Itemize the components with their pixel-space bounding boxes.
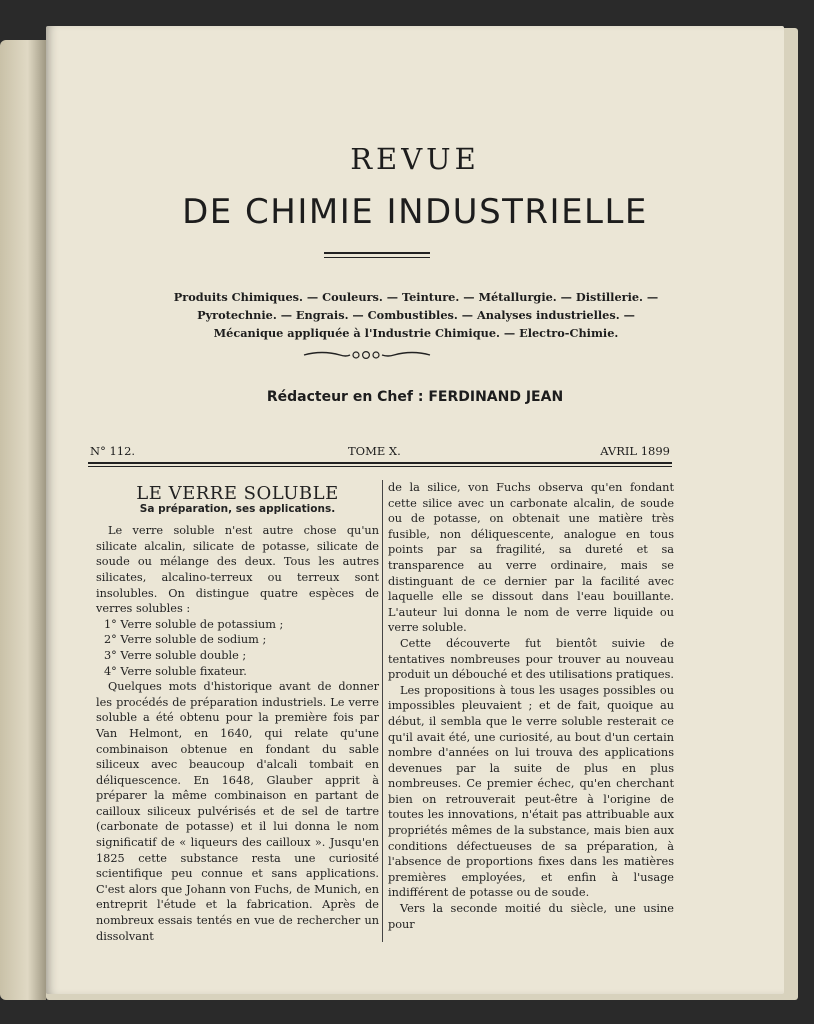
subjects-line: Mécanique appliquée à l'Industrie Chimique. — Electro-Chimie. <box>213 326 619 340</box>
paragraph: Le verre soluble n'est autre chose qu'un silicate alcalin, silicate de potasse, silicate de soude ou mélange des deux. Tous les autres silicates, alcalino-terreux ou terreux sont insolubles. On distingue quatre espèces de verres solubles : <box>96 524 379 616</box>
paragraph: de la silice, von Fuchs observa qu'en fondant cette silice avec un carbonate alcalin, de soude ou de potasse, on obtenait une matière très fusible, non déliquescente, analogue en tous points par sa fragilité, sa dureté et sa transparence au verre ordinaire, mais se distinguant de ce dernier par la facilité avec laquelle elle se dissout dans l'eau bouillante. L'auteur lui donna le nom de verre liquide ou verre soluble. <box>388 481 674 635</box>
facing-page-edge <box>0 40 46 1000</box>
journal-page <box>46 26 784 994</box>
issue-date: AVRIL 1899 <box>600 444 670 458</box>
paragraph: Les propositions à tous les usages possibles ou impossibles pleuvaient ; et de fait, quoique au début, il sembla que le verre soluble resterait ce qu'il avait été, une curiosité, au bout d'un certain nombre d'années on lui trouva des applications devenues par la suite de plus en plus nombreuses. Ce premier échec, qu'en cherchant bien on retrouverait peut-être à l'origine de toutes les innovations, n'était pas attribuable aux propriétés mêmes de la substance, mais bien aux conditions défectueuses de sa préparation, à l'absence de proportions fixes dans les matières premières employées, et enfin à l'usage indifférent de potasse ou de soude. <box>388 683 674 900</box>
editor-line: Rédacteur en Chef : FERDINAND JEAN <box>266 389 564 405</box>
article-subtitle: Sa préparation, ses applications. <box>139 502 336 515</box>
subjects-line: Pyrotechnie. — Engrais. — Combustibles. — Analyses industrielles. — <box>197 308 635 322</box>
article-title: LE VERRE SOLUBLE <box>136 483 339 504</box>
paragraph: Vers la seconde moitié du siècle, une usine pour <box>388 902 674 931</box>
paragraph: Cette découverte fut bientôt suivie de tentatives nombreuses pour trouver au nouveau produit un débouché et des utilisations pratiques. <box>388 636 674 682</box>
list-item: 1° Verre soluble de potassium ; <box>104 617 284 631</box>
ornament-flourish-icon <box>302 346 432 364</box>
column-divider <box>382 480 383 942</box>
issue-rule-bottom <box>88 466 672 467</box>
issue-tome: TOME X. <box>348 444 401 458</box>
subjects-line: Produits Chimiques. — Couleurs. — Teinture. — Métallurgie. — Distillerie. — <box>173 290 659 304</box>
column-left <box>96 483 379 944</box>
subjects-list <box>76 288 756 342</box>
list-item: 3° Verre soluble double ; <box>104 648 247 662</box>
masthead-revue: REVUE <box>350 142 480 176</box>
list-item: 4° Verre soluble fixateur. <box>104 664 247 678</box>
issue-rule-top <box>88 462 672 464</box>
title-rule-thin <box>324 257 430 258</box>
masthead-title: DE CHIMIE INDUSTRIELLE <box>182 192 648 232</box>
issue-number: N° 112. <box>90 444 136 458</box>
list-item: 2° Verre soluble de sodium ; <box>104 633 267 647</box>
paragraph: Quelques mots d'historique avant de donner les procédés de préparation industriels. Le verre soluble a été obtenu pour la première fois par Van Helmont, en 1640, qui relate qu'une combinaison obtenue en fondant du sable siliceux avec beaucoup d'alcali tombait en déliquescence. En 1648, Glauber apprit à préparer la même combinaison en partant de cailloux siliceux pulvérisés et de sel de tartre (carbonate de potasse) et il lui donna le nom significatif de « liqueurs des cailloux ». Jusqu'en 1825 cette substance resta une curiosité scientifique peu connue et sans applications. C'est alors que Johann von Fuchs, de Munich, en entreprit l'étude et la fabrication. Après de nombreux essais tentés en vue de rechercher un dissolvant <box>96 680 379 943</box>
title-rule <box>324 252 430 254</box>
column-right <box>388 480 674 932</box>
